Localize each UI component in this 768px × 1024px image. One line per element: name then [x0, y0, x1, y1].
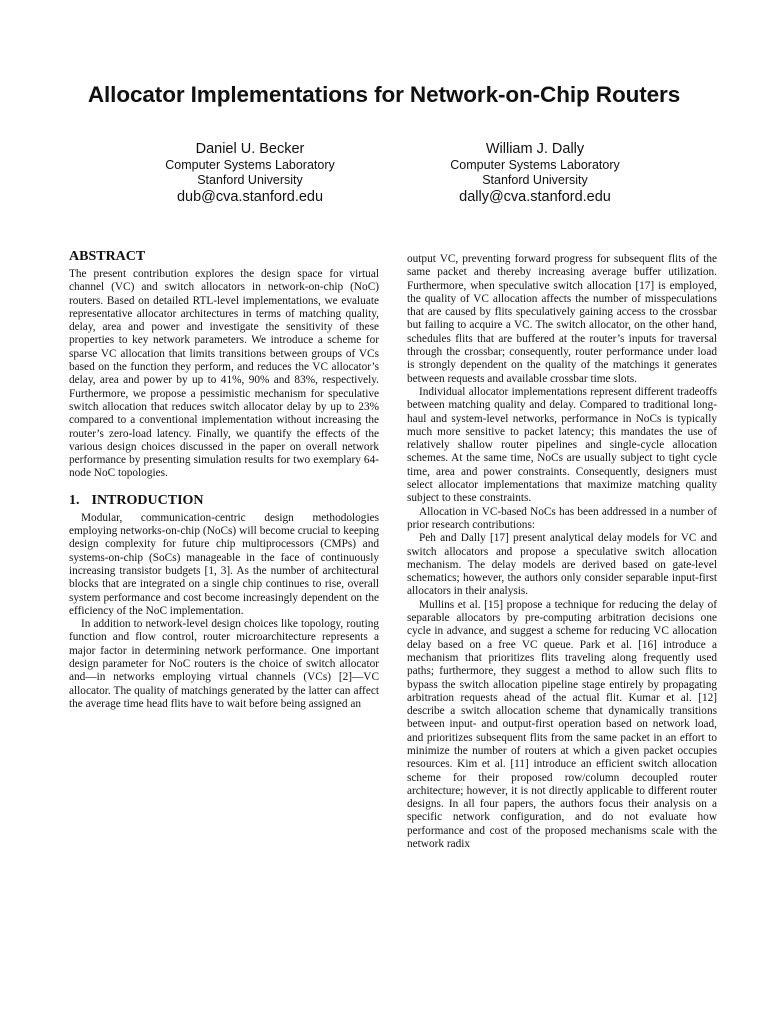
paper-title: Allocator Implementations for Network-on-Chip Routers	[87, 82, 681, 107]
intro-paragraph-2: In addition to network-level design choices like topology, routing function and flow control, router microarchitecture represents a major factor in determining network performance. One important design parameter for NoC routers is the choice of switch allocator and—in networks employing virtual channels (VCs) [2]—VC allocator. The quality of matchings generated by the latter can affect the average time head flits have to wait before being assigned an	[69, 618, 379, 710]
body-paragraph-continued: output VC, preventing forward progress for subsequent flits of the same packet and thereby increasing average buffer utilization. Furthermore, when speculative switch allocation [17] is employed, the quality of VC allocation affects the number of misspeculations that are caused by flits speculatively gaining access to the crossbar but failing to acquire a VC. The switch allocator, on the other hand, schedules flits that are buffered at the router’s inputs for traversal through the crossbar; consequently, router performance under load is strongly dependent on the quality of the matchings it generates between requests and available crossbar time slots.	[407, 253, 717, 385]
abstract-text: The present contribution explores the design space for virtual channel (VC) and switch allocators in network-on-chip (NoC) routers. Based on detailed RTL-level implementations, we evaluate representative allocator architectures in terms of matching quality, delay, area and power and investigate the sensitivity of these properties to key network parameters. We introduce a scheme for sparse VC allocation that limits transitions between groups of VCs based on the function they perform, and reduces the VC allocator’s delay, area and power by up to 41%, 90% and 83%, respectively. Furthermore, we propose a pessimistic mechanism for speculative switch allocation that reduces switch allocator delay by up to 23% compared to a conventional implementation without increasing the router’s zero-load latency. Finally, we quantify the effects of the various design choices discussed in the paper on overall network performance by presenting simulation results for two exemplary 64-node NoC topologies.	[69, 268, 379, 480]
body-paragraph: Mullins et al. [15] propose a technique for reducing the delay of separable allocators by pre-computing arbitration decisions one cycle in advance, and suggest a scheme for reducing VC allocation delay based on a free VC queue. Park et al. [16] introduce a mechanism that prioritizes flits traveling along frequently used paths; furthermore, they suggest a method to allow such flits to bypass the switch allocation pipeline stage entirely by propagating arbitration requests ahead of the actual flit. Kumar et al. [12] describe a switch allocation scheme that dynamically transitions between input- and output-first operation based on network load, and prioritizes subsequent flits from the same packet in an effort to minimize the number of routers at which a given packet occupies resources. Kim et al. [11] introduce an efficient switch allocation scheme for their proposed row/column decoupled router architecture; however, it is not directly applicable to different router designs. In all four papers, the authors focus their analysis on a specific network configuration, and do not evaluate how performance and cost of the proposed mechanisms scale with the network radix	[407, 598, 717, 851]
section-title: INTRODUCTION	[91, 492, 204, 508]
author-block-2	[420, 140, 650, 206]
author-affiliation: Computer Systems Laboratory	[450, 158, 620, 172]
author-name: Daniel U. Becker	[195, 141, 305, 157]
right-column	[407, 253, 717, 851]
section-number: 1.	[69, 492, 80, 508]
body-paragraph: Peh and Dally [17] present analytical delay models for VC and switch allocators and propose a speculative switch allocation mechanism. The delay models are derived based on gate-level schematics; however, the authors only consider separable input-first allocators in their analysis.	[407, 532, 717, 598]
intro-paragraph-1: Modular, communication-centric design methodologies employing networks-on-chip (NoCs) will become crucial to keeping design complexity for future chip multiprocessors (CMPs) and systems-on-chip (SoCs) manageable in the face of continuously increasing transistor budgets [1, 3]. As the number of architectural blocks that are integrated on a single chip continues to rise, overall system performance and cost become increasingly dependent on the efficiency of the NoC implementation.	[69, 511, 379, 617]
author-block-1	[135, 140, 365, 206]
author-affiliation: Computer Systems Laboratory	[165, 158, 335, 172]
author-institution: Stanford University	[482, 173, 588, 187]
body-paragraph: Individual allocator implementations represent different tradeoffs between matching quality and delay. Compared to traditional long-haul and system-level networks, performance in NoCs is typically much more sensitive to packet latency; this mandates the use of relatively shallow router pipelines and single-cycle allocation schemes. At the same time, NoCs are usually subject to tight cycle time, area and power constraints. Consequently, designers must select allocator implementations that maximize matching quality subject to these constraints.	[407, 385, 717, 505]
author-name: William J. Dally	[485, 141, 585, 157]
left-column	[69, 248, 379, 711]
abstract-heading: ABSTRACT	[69, 249, 146, 264]
author-institution: Stanford University	[197, 173, 303, 187]
author-email: dally@cva.stanford.edu	[459, 189, 611, 205]
author-email: dub@cva.stanford.edu	[176, 189, 324, 205]
introduction-heading	[69, 492, 379, 510]
body-paragraph: Allocation in VC-based NoCs has been addressed in a number of prior research contributions:	[407, 505, 717, 531]
